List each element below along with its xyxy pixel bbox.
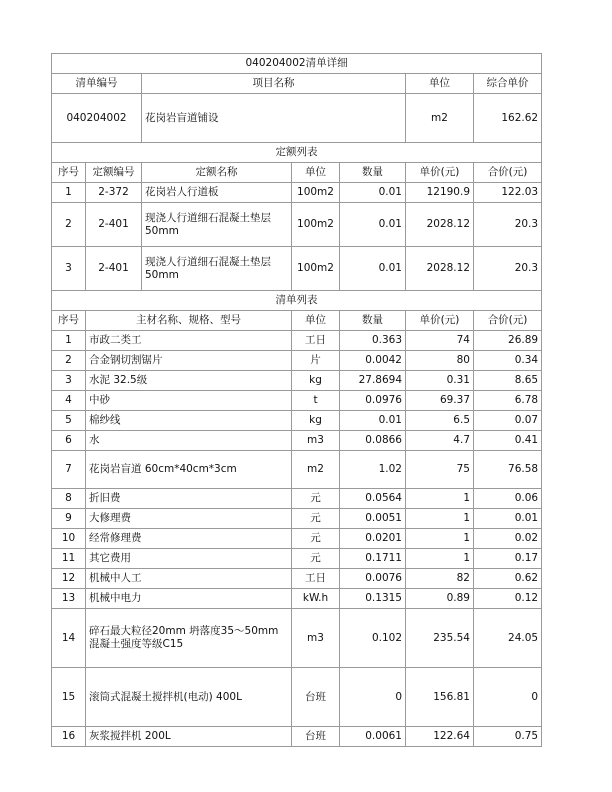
bill-section-row xyxy=(52,291,542,311)
bill-material: 水 xyxy=(86,431,292,451)
quota-unit: 100m2 xyxy=(292,203,340,247)
bill-header-unit-price: 单价(元) xyxy=(406,311,474,331)
bill-total: 0.17 xyxy=(474,549,542,569)
bill-index: 10 xyxy=(52,529,86,549)
bill-total: 6.78 xyxy=(474,391,542,411)
bill-total: 0.62 xyxy=(474,569,542,589)
bill-row xyxy=(52,489,542,509)
bill-unit: 元 xyxy=(292,509,340,529)
bill-qty: 0.0076 xyxy=(340,569,406,589)
bill-row xyxy=(52,431,542,451)
bill-material: 经常修理费 xyxy=(86,529,292,549)
bill-unit-price: 122.64 xyxy=(406,727,474,747)
quota-header-row xyxy=(52,163,542,183)
quota-unit-price: 12190.9 xyxy=(406,183,474,203)
bill-row xyxy=(52,549,542,569)
bill-row xyxy=(52,668,542,727)
quota-header-qty: 数量 xyxy=(340,163,406,183)
bill-unit: kg xyxy=(292,371,340,391)
bill-index: 14 xyxy=(52,609,86,668)
bill-unit-price: 82 xyxy=(406,569,474,589)
quota-section-row xyxy=(52,143,542,163)
bill-material: 碎石最大粒径20mm 坍落度35～50mm混凝土强度等级C15 xyxy=(86,609,292,668)
quota-code: 2-401 xyxy=(86,203,142,247)
bill-material: 合金钢切割锯片 xyxy=(86,351,292,371)
bill-header-material: 主材名称、规格、型号 xyxy=(86,311,292,331)
bill-total: 0.02 xyxy=(474,529,542,549)
bill-index: 3 xyxy=(52,371,86,391)
bill-row xyxy=(52,451,542,489)
bill-qty: 0.363 xyxy=(340,331,406,351)
bill-total: 24.05 xyxy=(474,609,542,668)
quota-unit-price: 2028.12 xyxy=(406,247,474,291)
quota-qty: 0.01 xyxy=(340,203,406,247)
bill-index: 6 xyxy=(52,431,86,451)
quota-row xyxy=(52,203,542,247)
table-title-row xyxy=(52,54,542,74)
quota-header-unit: 单位 xyxy=(292,163,340,183)
bill-material: 滚筒式混凝土搅拌机(电动) 400L xyxy=(86,668,292,727)
bill-index: 12 xyxy=(52,569,86,589)
bill-unit-price: 69.37 xyxy=(406,391,474,411)
bill-header-index: 序号 xyxy=(52,311,86,331)
bill-qty: 1.02 xyxy=(340,451,406,489)
bill-unit: 元 xyxy=(292,549,340,569)
bill-index: 16 xyxy=(52,727,86,747)
bill-unit: t xyxy=(292,391,340,411)
item-code: 040204002 xyxy=(52,94,142,143)
quota-total: 20.3 xyxy=(474,203,542,247)
bill-qty: 0.102 xyxy=(340,609,406,668)
quota-index: 1 xyxy=(52,183,86,203)
bill-header-unit: 单位 xyxy=(292,311,340,331)
bill-section-title: 清单列表 xyxy=(52,291,542,311)
bill-index: 15 xyxy=(52,668,86,727)
item-price: 162.62 xyxy=(474,94,542,143)
col-header-price: 综合单价 xyxy=(474,74,542,94)
bill-row xyxy=(52,609,542,668)
bill-unit-price: 0.31 xyxy=(406,371,474,391)
bill-total: 0.75 xyxy=(474,727,542,747)
quota-total: 20.3 xyxy=(474,247,542,291)
quota-header-name: 定额名称 xyxy=(142,163,292,183)
bill-row xyxy=(52,569,542,589)
quota-code: 2-372 xyxy=(86,183,142,203)
bill-qty: 27.8694 xyxy=(340,371,406,391)
bill-unit: kg xyxy=(292,411,340,431)
bill-unit-price: 1 xyxy=(406,549,474,569)
bill-unit-price: 4.7 xyxy=(406,431,474,451)
quota-name: 现浇人行道细石混凝土垫层50mm xyxy=(142,247,292,291)
item-unit: m2 xyxy=(406,94,474,143)
bill-unit-price: 1 xyxy=(406,529,474,549)
bill-material: 大修理费 xyxy=(86,509,292,529)
quota-total: 122.03 xyxy=(474,183,542,203)
bill-qty: 0.0976 xyxy=(340,391,406,411)
bill-unit: 台班 xyxy=(292,668,340,727)
bill-row xyxy=(52,727,542,747)
bill-unit: 工日 xyxy=(292,331,340,351)
bill-material: 其它费用 xyxy=(86,549,292,569)
quota-header-total: 合价(元) xyxy=(474,163,542,183)
bill-header-total: 合价(元) xyxy=(474,311,542,331)
bill-row xyxy=(52,529,542,549)
bill-detail-table xyxy=(51,53,542,747)
bill-row xyxy=(52,331,542,351)
bill-qty: 0.0564 xyxy=(340,489,406,509)
table-title: 040204002清单详细 xyxy=(52,54,542,74)
bill-total: 0 xyxy=(474,668,542,727)
bill-total: 76.58 xyxy=(474,451,542,489)
bill-index: 7 xyxy=(52,451,86,489)
bill-unit-price: 75 xyxy=(406,451,474,489)
bill-unit: kW.h xyxy=(292,589,340,609)
bill-unit-price: 74 xyxy=(406,331,474,351)
quota-row xyxy=(52,247,542,291)
bill-index: 5 xyxy=(52,411,86,431)
bill-unit: m3 xyxy=(292,609,340,668)
bill-total: 0.34 xyxy=(474,351,542,371)
bill-unit: 工日 xyxy=(292,569,340,589)
bill-unit-price: 1 xyxy=(406,509,474,529)
bill-header-qty: 数量 xyxy=(340,311,406,331)
bill-total: 26.89 xyxy=(474,331,542,351)
bill-row xyxy=(52,351,542,371)
bill-unit-price: 6.5 xyxy=(406,411,474,431)
bill-total: 0.41 xyxy=(474,431,542,451)
quota-name: 现浇人行道细石混凝土垫层50mm xyxy=(142,203,292,247)
bill-total: 0.01 xyxy=(474,509,542,529)
bill-unit-price: 235.54 xyxy=(406,609,474,668)
bill-qty: 0 xyxy=(340,668,406,727)
bill-unit-price: 80 xyxy=(406,351,474,371)
bill-row xyxy=(52,509,542,529)
quota-qty: 0.01 xyxy=(340,247,406,291)
bill-unit: m3 xyxy=(292,431,340,451)
quota-qty: 0.01 xyxy=(340,183,406,203)
bill-index: 13 xyxy=(52,589,86,609)
bill-unit-price: 1 xyxy=(406,489,474,509)
quota-header-index: 序号 xyxy=(52,163,86,183)
item-row xyxy=(52,94,542,143)
bill-index: 11 xyxy=(52,549,86,569)
bill-header-row xyxy=(52,311,542,331)
bill-qty: 0.0051 xyxy=(340,509,406,529)
quota-unit: 100m2 xyxy=(292,247,340,291)
bill-qty: 0.1315 xyxy=(340,589,406,609)
quota-header-unit-price: 单价(元) xyxy=(406,163,474,183)
bill-unit-price: 156.81 xyxy=(406,668,474,727)
quota-index: 2 xyxy=(52,203,86,247)
bill-unit: m2 xyxy=(292,451,340,489)
bill-qty: 0.0061 xyxy=(340,727,406,747)
quota-name: 花岗岩人行道板 xyxy=(142,183,292,203)
bill-material: 水泥 32.5级 xyxy=(86,371,292,391)
col-header-name: 项目名称 xyxy=(142,74,406,94)
bill-total: 0.06 xyxy=(474,489,542,509)
col-header-unit: 单位 xyxy=(406,74,474,94)
bill-index: 1 xyxy=(52,331,86,351)
bill-material: 机械中人工 xyxy=(86,569,292,589)
item-name: 花岗岩盲道铺设 xyxy=(142,94,406,143)
header-row xyxy=(52,74,542,94)
bill-unit: 元 xyxy=(292,489,340,509)
bill-unit: 片 xyxy=(292,351,340,371)
bill-row xyxy=(52,391,542,411)
bill-index: 2 xyxy=(52,351,86,371)
quota-index: 3 xyxy=(52,247,86,291)
bill-index: 8 xyxy=(52,489,86,509)
bill-index: 4 xyxy=(52,391,86,411)
quota-code: 2-401 xyxy=(86,247,142,291)
bill-total: 8.65 xyxy=(474,371,542,391)
bill-unit: 台班 xyxy=(292,727,340,747)
quota-unit-price: 2028.12 xyxy=(406,203,474,247)
bill-unit: 元 xyxy=(292,529,340,549)
bill-material: 灰浆搅拌机 200L xyxy=(86,727,292,747)
bill-row xyxy=(52,371,542,391)
quota-row xyxy=(52,183,542,203)
bill-qty: 0.0042 xyxy=(340,351,406,371)
quota-unit: 100m2 xyxy=(292,183,340,203)
bill-material: 花岗岩盲道 60cm*40cm*3cm xyxy=(86,451,292,489)
bill-material: 折旧费 xyxy=(86,489,292,509)
bill-row xyxy=(52,411,542,431)
bill-material: 市政二类工 xyxy=(86,331,292,351)
bill-qty: 0.01 xyxy=(340,411,406,431)
bill-qty: 0.0866 xyxy=(340,431,406,451)
bill-material: 机械中电力 xyxy=(86,589,292,609)
quota-header-code: 定额编号 xyxy=(86,163,142,183)
bill-material: 中砂 xyxy=(86,391,292,411)
bill-total: 0.07 xyxy=(474,411,542,431)
bill-total: 0.12 xyxy=(474,589,542,609)
bill-row xyxy=(52,589,542,609)
bill-qty: 0.1711 xyxy=(340,549,406,569)
bill-index: 9 xyxy=(52,509,86,529)
bill-unit-price: 0.89 xyxy=(406,589,474,609)
col-header-code: 清单编号 xyxy=(52,74,142,94)
bill-qty: 0.0201 xyxy=(340,529,406,549)
bill-material: 棉纱线 xyxy=(86,411,292,431)
quota-section-title: 定额列表 xyxy=(52,143,542,163)
